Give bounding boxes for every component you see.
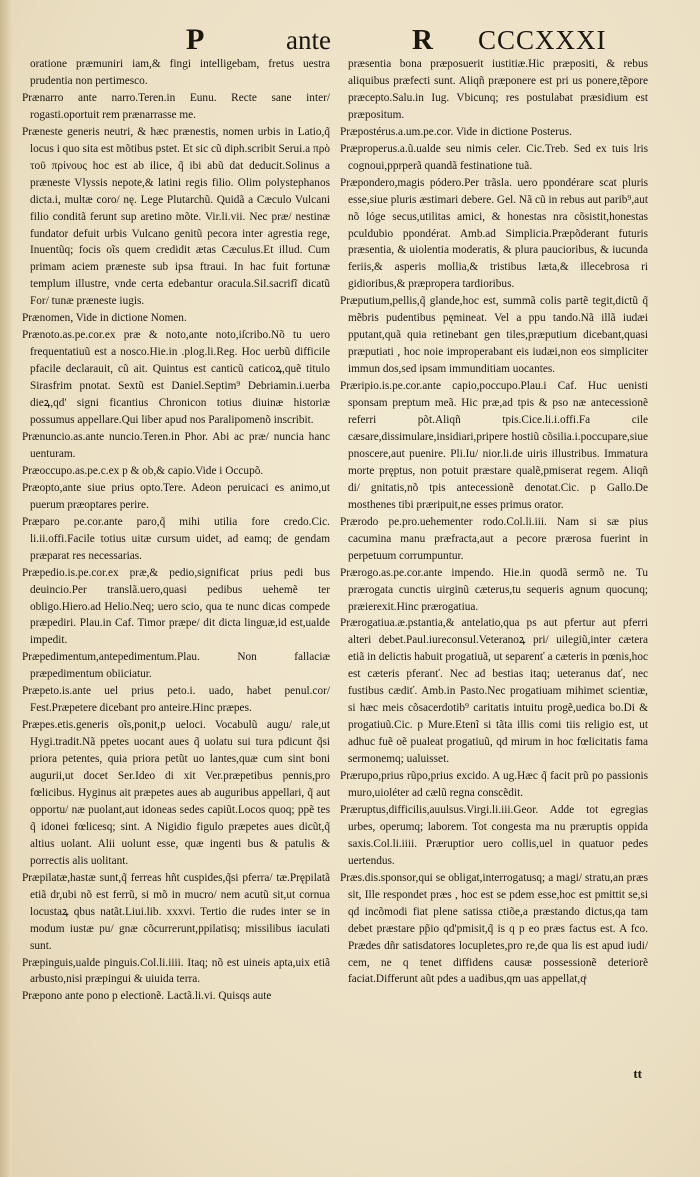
dictionary-entry: Prænoto.as.pe.cor.ex præ & noto,ante noto,iſcribo.Nõ tu uero frequentatiuũ est a nosco.Hie.in .plog.li.Reg. Hoc uerbũ difficile pfacile declarauit, cũ ait. Quintus est canticũ caticoꝝ,quẽ titulo Sirasfrim pnotat. Sextũ est Daniel.Septim⁹ Debriamin.i.uerba dieꝝ,qd' signi ficantius Chronicon totius diuinæ historiæ possumus appellare.Qui liber apud nos Paralipomenõ inscribit. [22, 329, 330, 427]
dictionary-entry: Præpinguis,ualde pinguis.Col.li.iiii. Itaq; nõ est uineis apta,uix etiã arbusto,nisi præpingui & uiuida terra. [22, 956, 330, 986]
folio-number: CCCXXXI [478, 25, 607, 55]
dictionary-entry: oratione præmuniri iam,& fingi intelligebam, fretus uestra prudentia non pertimesco. [30, 58, 330, 87]
dictionary-entry: Prænomen, Vide in dictione Nomen. [22, 312, 187, 325]
dictionary-entry: Prænuncio.as.ante nuncio.Teren.in Phor. Abi ac præ/ nuncia hanc uenturam. [22, 430, 330, 460]
dictionary-entry: Præpeto.is.ante uel prius peto.i. uado, habet penul.cor/ Fest.Præpetere dicebant pro anteire.Hinc præpes. [22, 685, 330, 715]
running-head-word: ante [286, 25, 331, 55]
page-gutter-shadow [0, 0, 12, 1177]
dictionary-entry: Prærupo,prius rũpo,prius excido. A ug.Hæc q̃ facit prũ po passionis muro,uioléter ad cælũ regna conscẽdit. [340, 770, 648, 799]
dictionary-entry: Præpedio.is.pe.cor.ex præ,& pedio,significat prius pedi bus deuincio.Per translã.uero,quasi pedibus uehemẽ ter obligo.Hiero.ad Helio.Neq; uero scio, qua te nunc dicas compede præpediri. Plau.in Caf. Timor præpe/ dit dicta linguæ,id est,ualde impedit. [22, 566, 330, 647]
dictionary-entry: Præpondero,magis pódero.Per trãsla. uero ppondérare scat pluris esse,siue pluris æstimari debere. Gel. Nã cũ in rebus aut parib⁹,aut nõ lóge secus,utilitas amici, & honestas nra cõsistit,honestas pculdubio ppondérat. Amb.ad Simplicia.Præpõderant futuris præsentia, & uiolentia moderatis, & plura paucioribus, & iucunda feriis,& asperis mollia,& tristibus læta,& illecebrosa ri gidioribus,& præpropera tardioribus. [340, 176, 648, 291]
running-head [0, 22, 700, 58]
dictionary-entry: Præpostérus.a.um.pe.cor. Vide in dictione Posterus. [340, 125, 572, 138]
running-head-second-letter: R [412, 24, 433, 56]
dictionary-entry: Præs.dis.sponsor,qui se obligat,interrogatusq; a magi/ stratu,an præs sit, Ille respondet præs , hoc est se pdem esse,hoc est pmittit se,si qd incõmodi fiat plene satissa ctiõe,a præstando dictus,qa tam debet præstare pp̃io qd'pmisit,q̃ is q p eo præs factus est. A fco. Prædes dñr satisdatores locupletes,pro re,de qua lis est apud iudi/ cem, ne q tenet diffidens causæ possessionẽ deteriorẽ faciat.Differunt aũt pdes a uadibus,qm uas appellat,qͥ [340, 871, 648, 986]
right-text-column [340, 56, 648, 1116]
dictionary-entry: Prærogatiua.æ.pstantia,& antelatio,qua ps aut pfertur aut pferri alteri debet.Paul.iureconsul.Veteranoꝝ pri/ uilegiũ,inter cætera etiã in delictis habuit progatiuã, ut separenť a cæteris in pœnis,hoc est cæteris pferanť. Nec ad bestias itaq; ueteranus dať, nec fustibus cædiť. Amb.in Pasto.Nec progatiuam mihimet scientiæ, si hæc meis cõsacerdotib⁹ caritatis intuitu progẽ,uedica bo.Di & progatiuũ.Cic. p Mure.Etenĩ si tãta illis comi tiis religio est, ut adhuc fuẽ oẽ pualeat progatiuũ, qd mirum in hoc fœlicitatis fama sermonemq; ualuisset. [340, 617, 648, 766]
dictionary-entry: Præproperus.a.ũ.ualde seu nimis celer. Cic.Treb. Sed ex tuis lris cognoui,pprperã quandã festinatione tuã. [340, 142, 648, 172]
signature-mark: tt [633, 1066, 642, 1081]
dictionary-entry: Præpilatæ,hastæ sunt,q̃ ferreas hñt cuspides,q̃si pferra/ tæ.Prępilatã etiã dr,ubi nõ est ferrũ, si mõ in mucro/ nem acutũ sit,ut cornua locustaꝝ qbus natãt.Liui.lib. xxxvi. Tertio die rudes inter se in modum iustæ pu/ gnæ cõcurrerunt,ppilatisq; missilibus iaculati sunt. [22, 871, 330, 952]
dictionary-entry: Prænarro ante narro.Teren.in Eunu. Recte sane inter/ rogasti.oportuit rem prænarrasse me. [22, 91, 330, 121]
running-head-initial-letter: P [186, 23, 205, 56]
dictionary-entry: Præruptus,difficilis,auulsus.Virgi.li.iii.Geor. Adde tot egregias urbes, operumq; laborem. Tot congesta ma nu præruptis oppida saxis.Col.li.iiii. Præruptior uero collis,uel in quatuor pedes uertendus. [340, 803, 648, 867]
dictionary-entry: Prærogo.as.pe.cor.ante impendo. Hie.in quodã sermõ ne. Tu prærogata cunctis uirginũ cæterus,tu sequeris agnum quocunq; præierexit.Hinc prærogatiua. [340, 566, 648, 613]
dictionary-entry: Præpedimentum,antepedimentum.Plau. Non fallaciæ præpedimentum obiiciatur. [22, 651, 330, 681]
left-text-column [22, 56, 330, 1116]
dictionary-entry: Præripio.is.pe.cor.ante capio,poccupo.Plau.i Caf. Huc uenisti sponsam preptum meã. Hic præ,ad tpis & pso næ antecessionẽ referri põt.Aliqñ tpis.Cice.li.i.offi.Fa cile cæsare,dissimulare,insidiari,pripere hostiũ cõsilia.i.poccupare,siue pnoscere,aut puenire. Pli.Iu/ nior.li.de uiris illustribus. Immatura morte pręptus, non potuit præstare qualẽ,pmiserat regem. Aliqñ di/ gnitatis,nõ tpis antecessionẽ denotat.Cic. p Gallo.De mosthenes tibi præripuit,ne esses primus orator. [340, 380, 648, 511]
dictionary-entry: Præoccupo.as.pe.c.ex p & ob,& capio.Vide i Occupõ. [22, 464, 264, 477]
dictionary-entry: Præneste generis neutri, & hæc prænestis, nomen urbis in Latio,q̃ locus i quo sita est mõtibus pstet. Et sic cũ diph.scribit Serui.a πρὸ τοῦ πρίνους hoc est ab ilice, q̃ ibi abũ dat deducit.Solinus a præneste Vlyssis nepote,& latini regis filio. Olim polystephanos dicta.i, multæ coro/ nę. Lege Plutarchũ. Quidã a Cæculo Vulcani filio conditã ferunt sup aretino mõte. Vir.li.vii. Nec præ/ nestinæ fundator defuit urbis Vulcano genitũ pecora inter agrestia rege, Inuentũq; focis oĩs quem credidit ætas Cæculus.Et illud. Cum primam aciem præneste sub ipsa ftraui. In hac fuit fortunæ templum illustre, vnde certa edebantur oracula.Sil.sacrifĩ dicatũ For/ tunæ præneste iugis. [22, 125, 330, 308]
dictionary-entry: Præpono ante pono p electionẽ. Lactã.li.vi. Quisqs aute [22, 990, 272, 1003]
dictionary-entry: Præparo pe.cor.ante paro,q̃ mihi utilia fore credo.Cic. li.ii.offi.Facile totius uitæ cursum uidet, ad eamq; de gendam præparat res necessarias. [22, 515, 330, 562]
dictionary-entry: Præopto,ante siue prius opto.Tere. Adeon peruicaci es animo,ut puerum præoptares perire. [22, 481, 330, 511]
dictionary-entry: Præpes.etis.generis oĩs,ponit,p ueloci. Vocabulũ augu/ rale,ut Hygi.tradit.Nã ppetes uocant aues q̃ uolatu sui tura pdicunt q̃si priora petentes, quia priora petũt uo lantes,quæ cum sint boni augurii,ut docet Ser.Ideo di xit Ver.præpetibus pennis,pro fœlicibus. Hyginus ait præpetes aues ab auguribus appellari, q̃ aut opportu/ næ puolant,aut idoneas sedes capiũt.Locos quoq; ppẽ tes q̃ idonei fœlicesq; sint. A Nigidio figulo præpetes aues dicũt,q̃ altius uolant. Alii uolunt esse, quæ ingenti bus & patulis & porrectis alis uolitant. [22, 719, 330, 867]
dictionary-entry: Præputium,pellis,q̃ glande,hoc est, summã colis partẽ tegit,dictũ q̃ mẽbris pudentibus pęmineat. Vel a ppu tando.Nã illã iudæi pputant,quã quia retinebant gen tiles,præputium dicebant,quasi præputiati , hoc noie improperabant eis iudæi,non eos simpliciter immun dos,sed ipsam immunditiam uocantes. [340, 295, 648, 376]
dictionary-entry: Prærodo pe.pro.uehementer rodo.Col.li.iii. Nam si sæ pius cacumina manu præfracta,aut a pecore prærosa fuerint in perpetuum corrumpuntur. [340, 515, 648, 562]
dictionary-entry: præsentia bona præposuerit iustitiæ.Hic præpositi, & rebus aliquibus præfecti sunt. Aliqñ præponere est pri us ponere,tẽpore præcepto.Salu.in Iug. Vbicunq; res postulabat præsidium est præpositum. [348, 58, 648, 121]
